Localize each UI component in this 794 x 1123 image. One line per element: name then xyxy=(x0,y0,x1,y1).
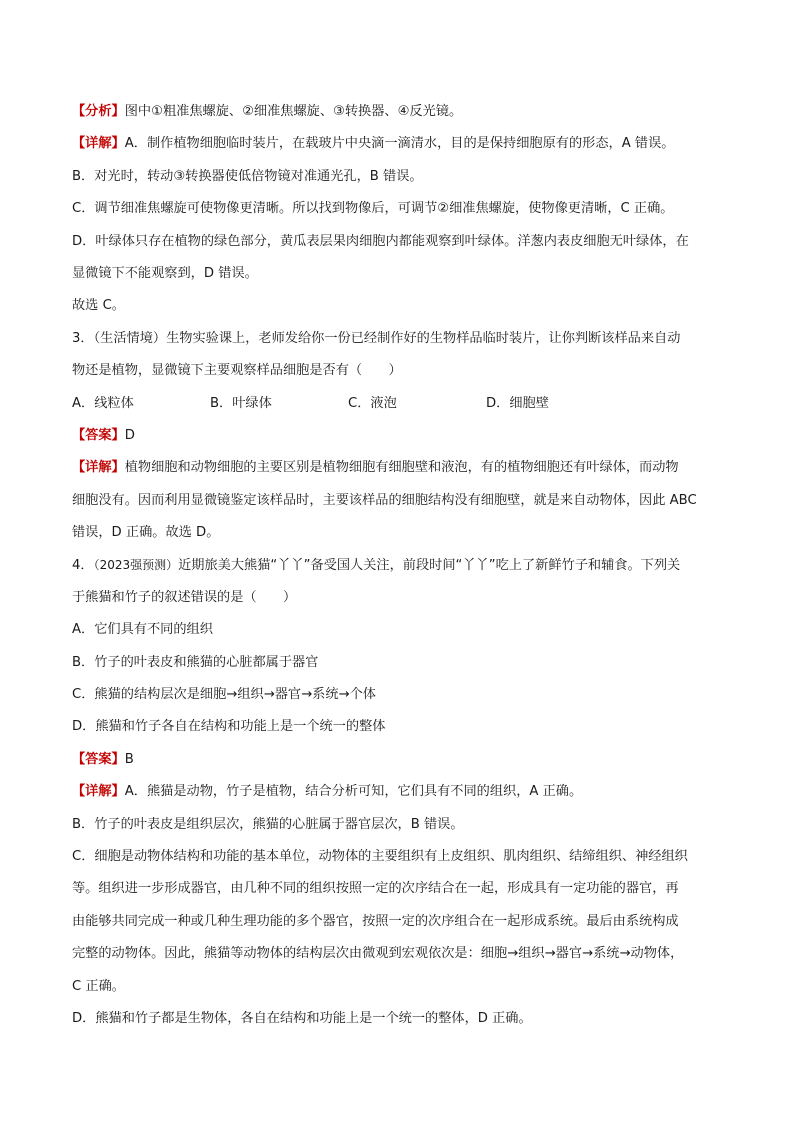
q4-option-c: C．熊猫的结构层次是细胞→组织→器官→系统→个体 xyxy=(72,687,376,703)
q3-detail-line1 xyxy=(72,452,722,484)
q4-detail-text1: A．熊猫是动物，竹子是植物，结合分析可知，它们具有不同的组织，A 正确。 xyxy=(124,784,583,800)
q4-detail-line2: B．竹子的叶表皮是组织层次，熊猫的心脏属于器官层次，B 错误。 xyxy=(72,816,464,832)
detail1-line-c: C．调节细准焦螺旋可使物像更清晰。所以找到物像后，可调节②细准焦螺旋，使物像更清晰，C 正确。 xyxy=(72,201,674,217)
q4-answer-tag: 【答案】 xyxy=(72,751,125,767)
q4-detail-line4: 等。组织进一步形成器官，由几种不同的组织按照一定的次序结合在一起，形成具有一定功能的器官，再 xyxy=(72,881,679,897)
q3-stem-line2: 物还是植物，显微镜下主要观察样品细胞是否有（ ） xyxy=(72,363,402,379)
q4-detail-line7: C 正确。 xyxy=(72,978,125,994)
q3-detail-text1: 植物细胞和动物细胞的主要区别是植物细胞有细胞壁和液泡，有的植物细胞还有叶绿体，而动物 xyxy=(124,460,679,476)
q3-detail-line2: 细胞没有。因而利用显微镜鉴定该样品时，主要该样品的细胞结构没有细胞壁，就是来自动物体，因此 ABC xyxy=(72,492,697,508)
q4-option-a: A．它们具有不同的组织 xyxy=(72,622,213,638)
q3-options xyxy=(72,388,722,420)
q4-detail-line8: D．熊猫和竹子都是生物体，各自在结构和功能上是一个统一的整体，D 正确。 xyxy=(72,1010,532,1026)
q4-detail-line5: 由能够共同完成一种或几种生理功能的多个器官，按照一定的次序组合在一起形成系统。最后由系统构成 xyxy=(72,913,679,929)
detail1-line-d: D．叶绿体只存在植物的绿色部分，黄瓜表层果肉细胞内都能观察到叶绿体。洋葱内表皮细胞无叶绿体，在 xyxy=(72,233,689,249)
q4-stem-line2: 于熊猫和竹子的叙述错误的是（ ） xyxy=(72,589,297,605)
q4-number: 4． xyxy=(72,558,94,574)
analysis-line xyxy=(72,96,722,128)
q4-stem-line1 xyxy=(72,549,722,581)
q3-answer: D xyxy=(124,427,135,443)
q3-option-d: D．细胞壁 xyxy=(486,395,549,411)
q3-answer-tag: 【答案】 xyxy=(72,427,125,443)
q3-detail-line3: 错误，D 正确。故选 D。 xyxy=(72,525,220,541)
q4-detail-line6: 完整的动物体。因此，熊猫等动物体的结构层次由微观到宏观依次是：细胞→组织→器官→系统→动物体， xyxy=(72,946,684,962)
q3-option-c: C．液泡 xyxy=(348,395,397,411)
q4-option-b: B．竹子的叶表皮和熊猫的心脏都属于器官 xyxy=(72,654,319,670)
detail1-line-d-cont: 显微镜下不能观察到，D 错误。 xyxy=(72,265,258,281)
analysis-tag: 【分析】 xyxy=(72,104,125,119)
q3-answer-line xyxy=(72,420,722,452)
q3-option-a: A．线粒体 xyxy=(72,395,134,411)
q3-detail-tag: 【详解】 xyxy=(72,460,125,476)
q4-detail-tag: 【详解】 xyxy=(72,784,125,800)
q4-stem-text: 近期旅美大熊猫“丫丫”备受国人关注，前段时间“丫丫”吃上了新鲜竹子和辅食。下列关 xyxy=(178,558,681,574)
document-page xyxy=(72,96,722,1035)
detail1-line-b: B．对光时，转动③转换器使低倍物镜对准通光孔，B 错误。 xyxy=(72,168,423,184)
detail1-line-a xyxy=(72,128,722,160)
detail1-conclusion: 故选 C。 xyxy=(72,298,125,314)
q3-stem-line1: 3．（生活情境）生物实验课上，老师发给你一份已经制作好的生物样品临时装片，让你判断该样品来自动 xyxy=(72,330,681,346)
detail1-tag: 【详解】 xyxy=(72,136,125,152)
q4-answer-line xyxy=(72,744,722,776)
analysis-text: 图中①粗准焦螺旋、②细准焦螺旋、③转换器、④反光镜。 xyxy=(124,104,463,119)
q4-source: （2023强预测） xyxy=(93,558,179,573)
detail1-text-a: A．制作植物细胞临时装片，在载玻片中央滴一滴清水，目的是保持细胞原有的形态，A 错误。 xyxy=(124,136,675,152)
q4-answer: B xyxy=(124,751,134,767)
q4-option-d: D．熊猫和竹子各自在结构和功能上是一个统一的整体 xyxy=(72,719,386,735)
q3-option-b: B．叶绿体 xyxy=(210,395,272,411)
q4-detail-line3: C．细胞是动物体结构和功能的基本单位，动物体的主要组织有上皮组织、肌肉组织、结缔组织、神经组织 xyxy=(72,848,688,864)
q4-detail-line1 xyxy=(72,776,722,808)
